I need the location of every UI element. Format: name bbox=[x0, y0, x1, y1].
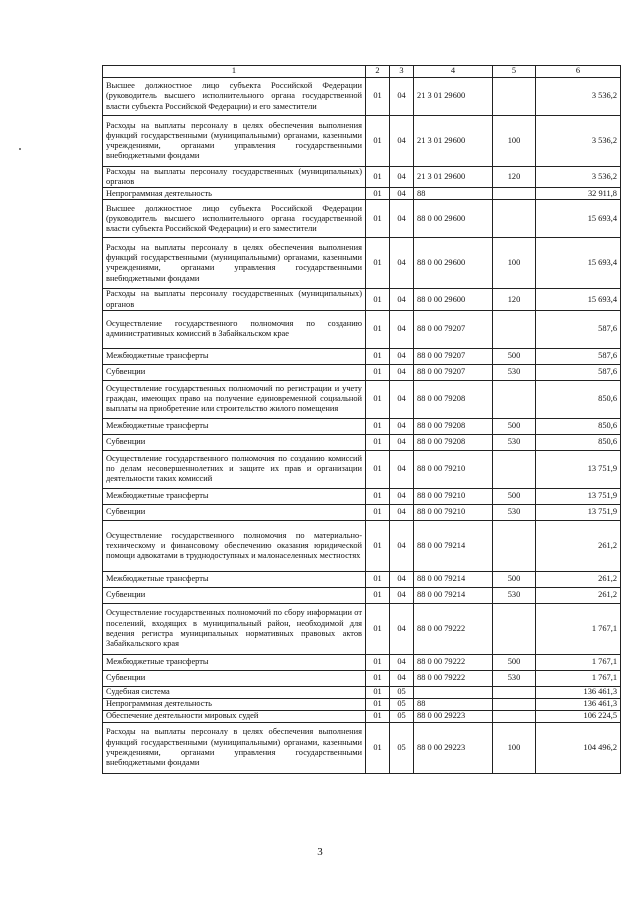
row-sum: 106 224,5 bbox=[536, 710, 621, 722]
row-vr: 530 bbox=[493, 587, 536, 603]
row-name: Расходы на выплаты персоналу государственных (муниципальных) органов bbox=[103, 167, 366, 188]
table-row bbox=[103, 116, 621, 167]
row-sum: 261,2 bbox=[536, 520, 621, 571]
row-pr: 04 bbox=[390, 78, 414, 116]
row-rz: 01 bbox=[366, 587, 390, 603]
row-csr: 21 3 01 29600 bbox=[414, 78, 493, 116]
row-rz: 01 bbox=[366, 289, 390, 310]
row-sum: 3 536,2 bbox=[536, 116, 621, 167]
row-name: Межбюджетные трансферты bbox=[103, 418, 366, 434]
row-vr: 500 bbox=[493, 488, 536, 504]
row-rz: 01 bbox=[366, 418, 390, 434]
row-csr: 88 0 00 79207 bbox=[414, 364, 493, 380]
row-name: Расходы на выплаты персоналу в целях обеспечения выполнения функций государственными (муниципальными) органами, казенными учреждениями, органами управления государственными внебюджетными фондами bbox=[103, 722, 366, 773]
row-name: Субвенции bbox=[103, 587, 366, 603]
row-rz: 01 bbox=[366, 78, 390, 116]
row-name: Субвенции bbox=[103, 670, 366, 686]
row-vr: 530 bbox=[493, 434, 536, 450]
row-csr: 88 0 00 79214 bbox=[414, 571, 493, 587]
row-csr: 88 0 00 79222 bbox=[414, 670, 493, 686]
row-rz: 01 bbox=[366, 188, 390, 200]
table-row bbox=[103, 654, 621, 670]
row-vr: 530 bbox=[493, 364, 536, 380]
row-sum: 587,6 bbox=[536, 310, 621, 348]
row-csr: 88 0 00 79208 bbox=[414, 418, 493, 434]
row-rz: 01 bbox=[366, 654, 390, 670]
row-csr: 88 0 00 79214 bbox=[414, 520, 493, 571]
row-vr: 100 bbox=[493, 116, 536, 167]
row-rz: 01 bbox=[366, 686, 390, 698]
row-pr: 04 bbox=[390, 289, 414, 310]
header-col-2: 2 bbox=[366, 66, 390, 78]
row-csr: 88 0 00 79210 bbox=[414, 504, 493, 520]
row-sum: 587,6 bbox=[536, 348, 621, 364]
row-rz: 01 bbox=[366, 603, 390, 654]
row-vr bbox=[493, 78, 536, 116]
row-vr bbox=[493, 603, 536, 654]
table-row bbox=[103, 587, 621, 603]
row-name: Субвенции bbox=[103, 504, 366, 520]
row-sum: 13 751,9 bbox=[536, 488, 621, 504]
row-vr bbox=[493, 310, 536, 348]
table-row bbox=[103, 188, 621, 200]
row-rz: 01 bbox=[366, 364, 390, 380]
row-name: Межбюджетные трансферты bbox=[103, 488, 366, 504]
row-sum: 1 767,1 bbox=[536, 654, 621, 670]
row-rz: 01 bbox=[366, 450, 390, 488]
table-row bbox=[103, 364, 621, 380]
row-rz: 01 bbox=[366, 520, 390, 571]
row-name: Субвенции bbox=[103, 364, 366, 380]
row-sum: 850,6 bbox=[536, 380, 621, 418]
row-csr: 88 0 00 79208 bbox=[414, 434, 493, 450]
row-rz: 01 bbox=[366, 710, 390, 722]
table-row bbox=[103, 603, 621, 654]
table-row bbox=[103, 289, 621, 310]
header-col-3: 3 bbox=[390, 66, 414, 78]
table-row bbox=[103, 200, 621, 238]
row-pr: 04 bbox=[390, 364, 414, 380]
margin-mark bbox=[19, 148, 21, 150]
row-csr: 88 bbox=[414, 698, 493, 710]
table-body bbox=[103, 78, 621, 774]
row-csr: 88 0 00 29600 bbox=[414, 200, 493, 238]
budget-table bbox=[102, 65, 621, 774]
row-csr: 88 0 00 29600 bbox=[414, 289, 493, 310]
row-pr: 04 bbox=[390, 116, 414, 167]
row-sum: 3 536,2 bbox=[536, 167, 621, 188]
row-sum: 1 767,1 bbox=[536, 670, 621, 686]
row-pr: 04 bbox=[390, 200, 414, 238]
row-sum: 15 693,4 bbox=[536, 238, 621, 289]
row-vr bbox=[493, 520, 536, 571]
row-name: Расходы на выплаты персоналу в целях обеспечения выполнения функций государственными (муниципальными) органами, казенными учреждениями, органами управления государственными внебюджетными фондами bbox=[103, 238, 366, 289]
row-name: Высшее должностное лицо субъекта Российской Федерации (руководитель высшего исполнительного органа государственной власти субъекта Российской Федерации) и его заместители bbox=[103, 78, 366, 116]
row-rz: 01 bbox=[366, 434, 390, 450]
table-row bbox=[103, 167, 621, 188]
table-row bbox=[103, 434, 621, 450]
row-name: Межбюджетные трансферты bbox=[103, 654, 366, 670]
row-sum: 32 911,8 bbox=[536, 188, 621, 200]
row-rz: 01 bbox=[366, 488, 390, 504]
row-pr: 04 bbox=[390, 418, 414, 434]
row-csr: 88 0 00 79208 bbox=[414, 380, 493, 418]
row-pr: 04 bbox=[390, 310, 414, 348]
row-csr: 21 3 01 29600 bbox=[414, 167, 493, 188]
row-csr: 88 0 00 79222 bbox=[414, 654, 493, 670]
table-row bbox=[103, 571, 621, 587]
row-rz: 01 bbox=[366, 571, 390, 587]
row-name: Осуществление государственных полномочий по регистрации и учету граждан, имеющих право на получение единовременной социальной выплаты на приобретение или строительство жилого помещения bbox=[103, 380, 366, 418]
row-csr: 88 0 00 29600 bbox=[414, 238, 493, 289]
header-col-6: 6 bbox=[536, 66, 621, 78]
row-rz: 01 bbox=[366, 200, 390, 238]
row-name: Осуществление государственного полномочия по материально-техническому и финансовому обеспечению оказания юридической помощи адвокатами в труднодоступных и малонаселенных местностях bbox=[103, 520, 366, 571]
row-name: Высшее должностное лицо субъекта Российской Федерации (руководитель высшего исполнительного органа государственной власти субъекта Российской Федерации) и его заместители bbox=[103, 200, 366, 238]
table-row bbox=[103, 450, 621, 488]
row-name: Расходы на выплаты персоналу в целях обеспечения выполнения функций государственными (муниципальными) органами, казенными учреждениями, органами управления государственными внебюджетными фондами bbox=[103, 116, 366, 167]
row-sum: 1 767,1 bbox=[536, 603, 621, 654]
row-name: Осуществление государственного полномочия по созданию комиссий по делам несовершеннолетних и защите их прав и организации деятельности таких комиссий bbox=[103, 450, 366, 488]
table-row bbox=[103, 78, 621, 116]
row-vr: 100 bbox=[493, 722, 536, 773]
row-sum: 3 536,2 bbox=[536, 78, 621, 116]
row-csr bbox=[414, 686, 493, 698]
row-csr: 88 0 00 79214 bbox=[414, 587, 493, 603]
row-pr: 04 bbox=[390, 188, 414, 200]
row-pr: 04 bbox=[390, 603, 414, 654]
row-rz: 01 bbox=[366, 380, 390, 418]
row-pr: 04 bbox=[390, 571, 414, 587]
header-col-4: 4 bbox=[414, 66, 493, 78]
row-vr: 120 bbox=[493, 167, 536, 188]
row-name: Расходы на выплаты персоналу государственных (муниципальных) органов bbox=[103, 289, 366, 310]
header-col-5: 5 bbox=[493, 66, 536, 78]
table-row bbox=[103, 488, 621, 504]
row-vr bbox=[493, 450, 536, 488]
table-row bbox=[103, 670, 621, 686]
row-sum: 261,2 bbox=[536, 587, 621, 603]
row-vr: 500 bbox=[493, 418, 536, 434]
row-rz: 01 bbox=[366, 504, 390, 520]
page-number: 3 bbox=[317, 846, 323, 858]
row-sum: 261,2 bbox=[536, 571, 621, 587]
table-row bbox=[103, 710, 621, 722]
row-pr: 04 bbox=[390, 670, 414, 686]
row-pr: 04 bbox=[390, 450, 414, 488]
table-row bbox=[103, 348, 621, 364]
row-pr: 04 bbox=[390, 488, 414, 504]
row-pr: 04 bbox=[390, 238, 414, 289]
row-pr: 05 bbox=[390, 722, 414, 773]
table-row bbox=[103, 380, 621, 418]
row-vr bbox=[493, 200, 536, 238]
table-header-row bbox=[103, 66, 621, 78]
row-pr: 05 bbox=[390, 686, 414, 698]
row-name: Осуществление государственных полномочий по сбору информации от поселений, входящих в муниципальный район, необходимой для ведения регистра муниципальных нормативных правовых актов Забайкальского края bbox=[103, 603, 366, 654]
row-vr: 500 bbox=[493, 654, 536, 670]
row-vr bbox=[493, 710, 536, 722]
row-csr: 88 0 00 29223 bbox=[414, 722, 493, 773]
row-vr: 530 bbox=[493, 670, 536, 686]
row-name: Межбюджетные трансферты bbox=[103, 571, 366, 587]
row-vr: 100 bbox=[493, 238, 536, 289]
row-sum: 13 751,9 bbox=[536, 504, 621, 520]
row-csr: 88 0 00 79207 bbox=[414, 310, 493, 348]
row-rz: 01 bbox=[366, 167, 390, 188]
row-csr: 88 0 00 79210 bbox=[414, 450, 493, 488]
row-csr: 88 bbox=[414, 188, 493, 200]
row-vr: 500 bbox=[493, 348, 536, 364]
row-rz: 01 bbox=[366, 670, 390, 686]
row-name: Осуществление государственного полномочия по созданию административных комиссий в Забайкальском крае bbox=[103, 310, 366, 348]
row-pr: 05 bbox=[390, 698, 414, 710]
row-pr: 04 bbox=[390, 167, 414, 188]
row-vr: 500 bbox=[493, 571, 536, 587]
table-row bbox=[103, 238, 621, 289]
row-pr: 04 bbox=[390, 380, 414, 418]
row-csr: 88 0 00 79222 bbox=[414, 603, 493, 654]
row-pr: 04 bbox=[390, 348, 414, 364]
table-row bbox=[103, 722, 621, 773]
row-rz: 01 bbox=[366, 348, 390, 364]
row-rz: 01 bbox=[366, 310, 390, 348]
header-col-1: 1 bbox=[103, 66, 366, 78]
row-rz: 01 bbox=[366, 238, 390, 289]
row-csr: 88 0 00 79207 bbox=[414, 348, 493, 364]
table-row bbox=[103, 418, 621, 434]
row-pr: 04 bbox=[390, 434, 414, 450]
row-vr: 530 bbox=[493, 504, 536, 520]
row-name: Судебная система bbox=[103, 686, 366, 698]
row-vr bbox=[493, 686, 536, 698]
row-sum: 15 693,4 bbox=[536, 200, 621, 238]
row-vr bbox=[493, 380, 536, 418]
row-pr: 04 bbox=[390, 520, 414, 571]
row-sum: 13 751,9 bbox=[536, 450, 621, 488]
row-pr: 04 bbox=[390, 654, 414, 670]
row-name: Обеспечение деятельности мировых судей bbox=[103, 710, 366, 722]
row-name: Непрограммная деятельность bbox=[103, 188, 366, 200]
row-vr: 120 bbox=[493, 289, 536, 310]
row-vr bbox=[493, 698, 536, 710]
row-rz: 01 bbox=[366, 116, 390, 167]
row-pr: 04 bbox=[390, 504, 414, 520]
row-pr: 05 bbox=[390, 710, 414, 722]
table-row bbox=[103, 504, 621, 520]
row-sum: 15 693,4 bbox=[536, 289, 621, 310]
row-sum: 136 461,3 bbox=[536, 686, 621, 698]
row-sum: 850,6 bbox=[536, 418, 621, 434]
row-csr: 21 3 01 29600 bbox=[414, 116, 493, 167]
table-row bbox=[103, 698, 621, 710]
row-sum: 850,6 bbox=[536, 434, 621, 450]
row-pr: 04 bbox=[390, 587, 414, 603]
row-rz: 01 bbox=[366, 698, 390, 710]
table-row bbox=[103, 310, 621, 348]
row-sum: 104 496,2 bbox=[536, 722, 621, 773]
row-rz: 01 bbox=[366, 722, 390, 773]
row-csr: 88 0 00 79210 bbox=[414, 488, 493, 504]
row-sum: 587,6 bbox=[536, 364, 621, 380]
row-name: Межбюджетные трансферты bbox=[103, 348, 366, 364]
table-row bbox=[103, 520, 621, 571]
row-name: Субвенции bbox=[103, 434, 366, 450]
row-sum: 136 461,3 bbox=[536, 698, 621, 710]
table-row bbox=[103, 686, 621, 698]
row-name: Непрограммная деятельность bbox=[103, 698, 366, 710]
row-vr bbox=[493, 188, 536, 200]
row-csr: 88 0 00 29223 bbox=[414, 710, 493, 722]
